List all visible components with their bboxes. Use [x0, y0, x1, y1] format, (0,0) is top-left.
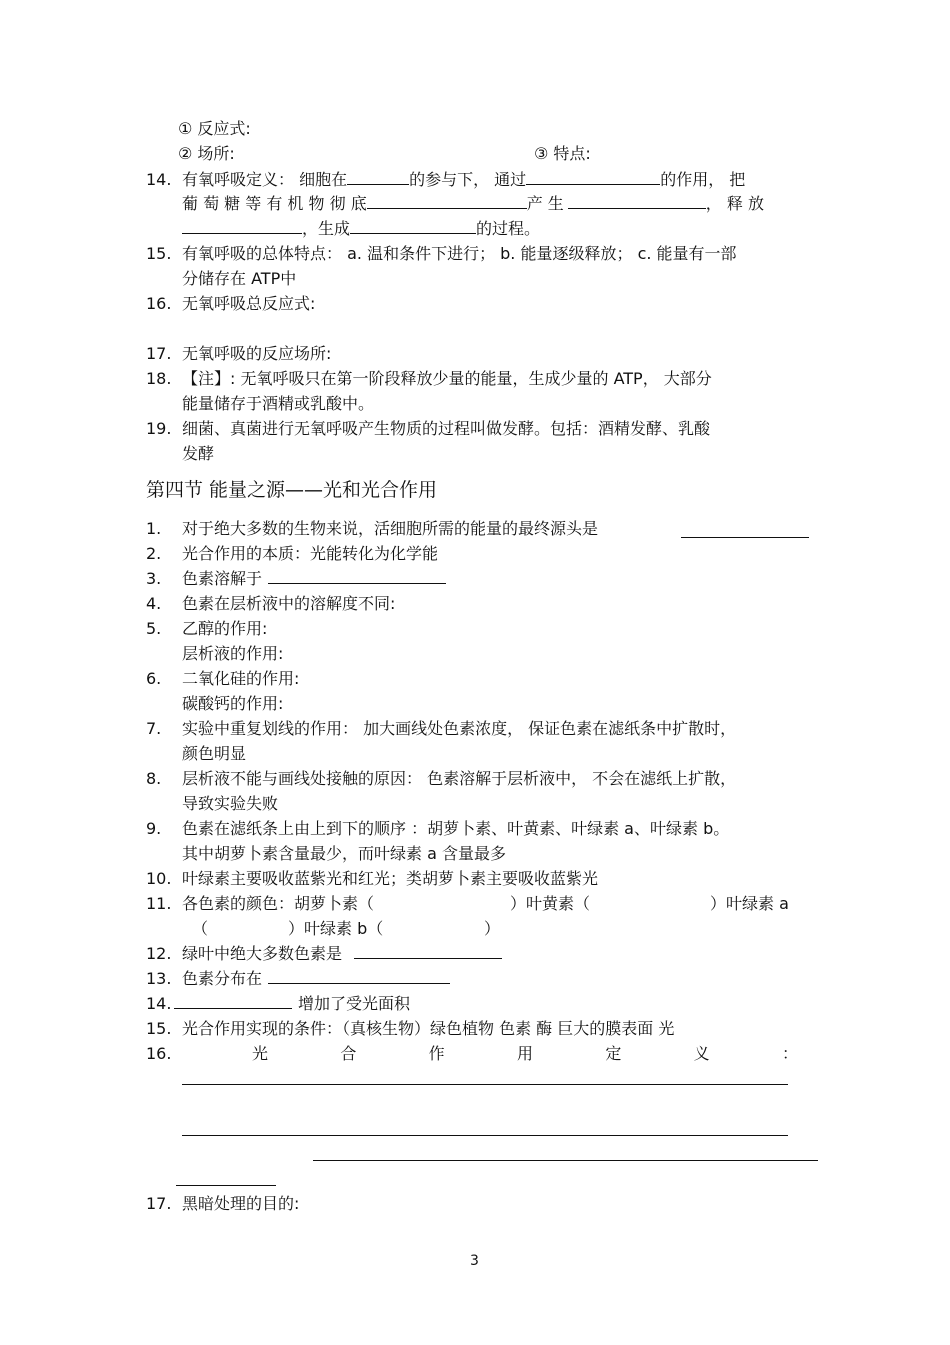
- blank[interactable]: [354, 943, 502, 959]
- fermentation-line2: 发酵: [182, 444, 215, 463]
- text: 的参与下， 通过: [409, 170, 527, 189]
- note-line2: 能量储存于酒精或乳酸中。: [182, 394, 375, 413]
- item-number: 3.: [146, 569, 162, 588]
- energy-source-question: 对于绝大多数的生物来说，活细胞所需的能量的最终源头是: [182, 519, 599, 538]
- item-number: 14.: [146, 994, 172, 1013]
- pigment-color-line1-c: ）叶绿素 a: [710, 894, 789, 913]
- pigment-order-line1: 色素在滤纸条上由上到下的顺序 ：胡萝卜素、叶黄素、叶绿素 a、叶绿素 b。: [182, 819, 730, 838]
- item-number: 8.: [146, 769, 162, 788]
- char: 用: [516, 1044, 533, 1063]
- item-number: 10.: [146, 869, 172, 888]
- blank[interactable]: [182, 218, 302, 234]
- repeat-line-line1: 实验中重复划线的作用： 加大画线处色素浓度， 保证色素在滤纸条中扩散时，: [182, 719, 737, 738]
- answer-line[interactable]: [313, 1160, 818, 1161]
- feature-label: ③ 特点:: [534, 144, 591, 163]
- text: ，生成: [302, 219, 351, 238]
- item-number: 15.: [146, 1019, 172, 1038]
- blank[interactable]: [526, 169, 660, 185]
- text: 产 生: [526, 194, 564, 213]
- answer-line[interactable]: [182, 1135, 788, 1136]
- item-number: 5.: [146, 619, 162, 638]
- blank[interactable]: [347, 169, 409, 185]
- pigment-location: [182, 968, 450, 990]
- light-absorption: 叶绿素主要吸收蓝紫光和红光；类胡萝卜素主要吸收蓝紫光: [182, 869, 599, 888]
- no-contact-line1: 层析液不能与画线处接触的原因： 色素溶解于层析液中， 不会在滤纸上扩散，: [182, 769, 737, 788]
- silica-role: 二氧化硅的作用:: [182, 669, 300, 688]
- pigment-color-line2-c: ）: [484, 919, 501, 938]
- answer-blank[interactable]: [681, 537, 809, 538]
- repeat-line-line2: 颜色明显: [182, 744, 247, 763]
- item-number: 16.: [146, 1044, 172, 1063]
- light-area: [174, 993, 410, 1015]
- ethanol-role: 乙醇的作用:: [182, 619, 268, 638]
- text: 有氧呼吸定义： 细胞在: [182, 170, 348, 189]
- item-number: 18.: [146, 369, 172, 388]
- text: 绿叶中绝大多数色素是: [182, 944, 343, 963]
- text: 增加了受光面积: [298, 994, 411, 1013]
- photosynthesis-definition-heading: [252, 1043, 798, 1065]
- aerobic-features-line2: 分储存在 ATP中: [182, 269, 297, 288]
- no-contact-line2: 导致实验失败: [182, 794, 279, 813]
- text: 的过程。: [476, 219, 541, 238]
- photosynthesis-conditions: 光合作用实现的条件：（真核生物）绿色植物 色素 酶 巨大的膜表面 光: [182, 1019, 675, 1038]
- page-number: 3: [470, 1253, 479, 1269]
- majority-pigment: [182, 943, 502, 965]
- item-number: 13.: [146, 969, 172, 988]
- anaerobic-site: 无氧呼吸的反应场所:: [182, 344, 332, 363]
- pigment-color-line2-a: （: [192, 919, 209, 938]
- chromatography-liquid-role: 层析液的作用:: [182, 644, 284, 663]
- photosynthesis-essence: 光合作用的本质：光能转化为化学能: [182, 544, 439, 563]
- aerobic-definition-line1: [182, 169, 745, 191]
- dark-treatment-purpose: 黑暗处理的目的:: [182, 1194, 300, 1213]
- item-number: 9.: [146, 819, 162, 838]
- item-number: 12.: [146, 944, 172, 963]
- blank[interactable]: [367, 193, 527, 209]
- text: 的作用， 把: [660, 170, 746, 189]
- pigment-solubility: 色素在层析液中的溶解度不同:: [182, 594, 396, 613]
- blank[interactable]: [350, 218, 476, 234]
- item-number: 1.: [146, 519, 162, 538]
- item-number: 16.: [146, 294, 172, 313]
- note-line1: 【注】: 无氧呼吸只在第一阶段释放少量的能量，生成少量的 ATP， 大部分: [182, 369, 712, 388]
- section-title: 第四节 能量之源——光和光合作用: [146, 479, 438, 501]
- fermentation-line1: 细菌、真菌进行无氧呼吸产生物质的过程叫做发酵。包括：酒精发酵、乳酸: [182, 419, 711, 438]
- pigment-dissolve: [182, 568, 446, 590]
- pigment-order-line2: 其中胡萝卜素含量最少，而叶绿素 a 含量最多: [182, 844, 506, 863]
- item-number: 7.: [146, 719, 162, 738]
- pigment-color-line1-a: 各色素的颜色：胡萝卜素（: [182, 894, 375, 913]
- char: ：: [781, 1044, 798, 1063]
- blank[interactable]: [268, 968, 450, 984]
- answer-line[interactable]: [182, 1084, 788, 1085]
- site-label: ② 场所:: [178, 144, 235, 163]
- calcium-carbonate-role: 碳酸钙的作用:: [182, 694, 284, 713]
- reaction-formula-label: ① 反应式:: [178, 119, 251, 138]
- text: 色素溶解于: [182, 569, 263, 588]
- anaerobic-formula: 无氧呼吸总反应式:: [182, 294, 316, 313]
- item-number: 4.: [146, 594, 162, 613]
- aerobic-definition-line3: [182, 218, 540, 240]
- item-number: 11.: [146, 894, 172, 913]
- char: 合: [340, 1044, 357, 1063]
- char: 定: [605, 1044, 622, 1063]
- item-number: 14.: [146, 170, 172, 189]
- aerobic-definition-line2: [182, 193, 764, 215]
- item-number: 6.: [146, 669, 162, 688]
- char: 光: [252, 1044, 269, 1063]
- char: 作: [428, 1044, 445, 1063]
- item-number: 17.: [146, 344, 172, 363]
- text: ， 释 放: [705, 194, 764, 213]
- pigment-color-line2-b: ）叶绿素 b（: [288, 919, 384, 938]
- item-number: 17.: [146, 1194, 172, 1213]
- text: 葡 萄 糖 等 有 机 物 彻 底: [182, 194, 367, 213]
- text: 色素分布在: [182, 969, 263, 988]
- pigment-color-line1-b: ）叶黄素（: [510, 894, 591, 913]
- aerobic-features-line1: 有氧呼吸的总体特点： a. 温和条件下进行； b. 能量逐级释放； c. 能量有一部: [182, 244, 737, 263]
- item-number: 19.: [146, 419, 172, 438]
- item-number: 2.: [146, 544, 162, 563]
- char: 义: [693, 1044, 710, 1063]
- blank[interactable]: [268, 568, 446, 584]
- item-number: 15.: [146, 244, 172, 263]
- blank[interactable]: [174, 993, 292, 1009]
- answer-line[interactable]: [176, 1185, 276, 1186]
- blank[interactable]: [568, 193, 706, 209]
